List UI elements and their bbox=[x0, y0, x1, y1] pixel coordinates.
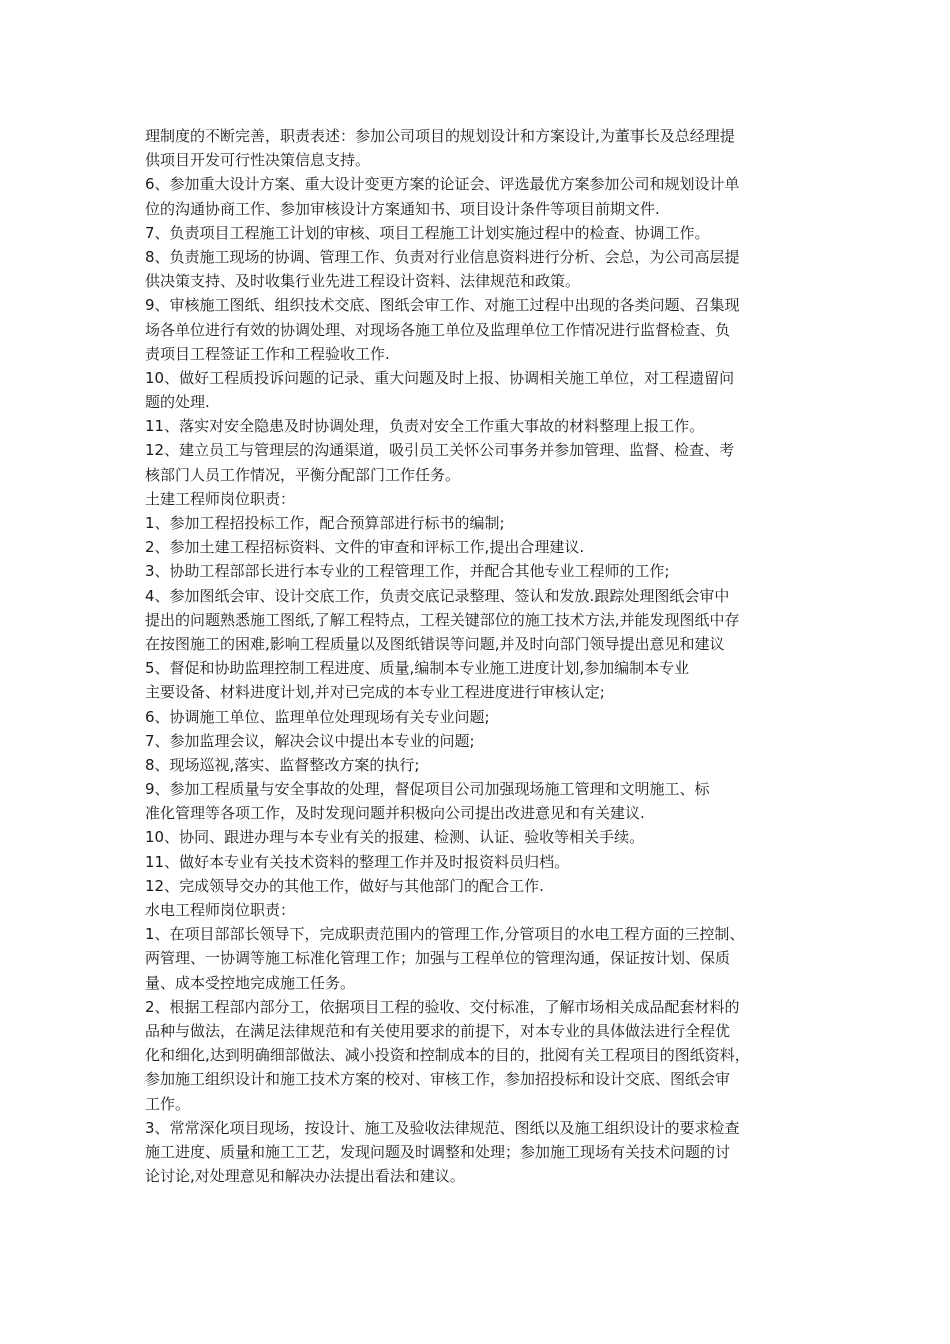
text-line: 供决策支持、及时收集行业先进工程设计资料、法律规范和政策。 bbox=[145, 272, 581, 291]
text-line: 场各单位进行有效的协调处理、对现场各施工单位及监理单位工作情况进行监督检查、负 bbox=[145, 320, 731, 339]
text-line: 12、建立员工与管理层的沟通渠道，吸引员工关怀公司事务并参加管理、监督、检查、考 bbox=[145, 441, 735, 460]
text-line: 10、协同、跟进办理与本专业有关的报建、检测、认证、验收等相关手续。 bbox=[145, 828, 645, 847]
text-line: 3、常常深化项目现场，按设计、施工及验收法律规范、图纸以及施工组织设计的要求检查 bbox=[145, 1118, 740, 1137]
document-body bbox=[145, 124, 825, 1188]
text-line: 1、在项目部部长领导下，完成职责范围内的管理工作,分管项目的水电工程方面的三控制、 bbox=[145, 925, 745, 944]
text-line: 题的处理. bbox=[145, 393, 210, 412]
text-line: 理制度的不断完善，职责表述：参加公司项目的规划设计和方案设计,为董事长及总经理提 bbox=[145, 127, 735, 145]
text-line: 责项目工程签证工作和工程验收工作. bbox=[145, 344, 390, 363]
text-line: 2、参加土建工程招标资料、文件的审查和评标工作,提出合理建议. bbox=[145, 538, 585, 557]
text-line: 8、现场巡视,落实、监督整改方案的执行; bbox=[145, 755, 420, 774]
text-line: 8、负责施工现场的协调、管理工作、负责对行业信息资料进行分析、会总，为公司高层提 bbox=[145, 247, 740, 266]
text-line: 参加施工组织设计和施工技术方案的校对、审核工作，参加招投标和设计交底、图纸会审 bbox=[145, 1070, 731, 1089]
text-line: 水电工程师岗位职责： bbox=[145, 901, 296, 919]
text-line: 4、参加图纸会审、设计交底工作，负责交底记录整理、签认和发放.跟踪处理图纸会审中 bbox=[145, 586, 730, 605]
text-line: 7、负责项目工程施工计划的审核、项目工程施工计划实施过程中的检查、协调工作。 bbox=[145, 223, 710, 242]
text-line: 6、协调施工单位、监理单位处理现场有关专业问题; bbox=[145, 707, 490, 726]
text-line: 7、参加监理会议，解决会议中提出本专业的问题; bbox=[145, 731, 475, 750]
text-line: 1、参加工程招投标工作，配合预算部进行标书的编制; bbox=[145, 514, 505, 532]
text-line: 位的沟通协商工作、参加审核设计方案通知书、项目设计条件等项目前期文件. bbox=[145, 199, 660, 218]
text-line: 化和细化,达到明确细部做法、减小投资和控制成本的目的，批阅有关工程项目的图纸资料， bbox=[145, 1046, 750, 1065]
text-line: 2、根据工程部内部分工，依据项目工程的验收、交付标准，了解市场相关成品配套材料的 bbox=[145, 997, 740, 1016]
text-line: 9、审核施工图纸、组织技术交底、图纸会审工作、对施工过程中出现的各类问题、召集现 bbox=[145, 296, 740, 315]
text-line: 工作。 bbox=[145, 1094, 191, 1113]
text-line: 10、做好工程质投诉问题的记录、重大问题及时上报、协调相关施工单位，对工程遗留问 bbox=[145, 368, 735, 387]
text-line: 核部门人员工作情况，平衡分配部门工作任务。 bbox=[145, 465, 461, 484]
text-line: 量、成本受控地完成施工任务。 bbox=[145, 973, 356, 992]
text-line: 11、落实对安全隐患及时协调处理，负责对安全工作重大事故的材料整理上报工作。 bbox=[145, 417, 705, 436]
text-line: 品种与做法，在满足法律规范和有关使用要求的前提下，对本专业的具体做法进行全程优 bbox=[145, 1021, 731, 1040]
text-line: 12、完成领导交办的其他工作，做好与其他部门的配合工作. bbox=[145, 876, 544, 895]
text-line: 11、做好本专业有关技术资料的整理工作并及时报资料员归档。 bbox=[145, 852, 570, 871]
text-line: 论讨论,对处理意见和解决办法提出看法和建议。 bbox=[145, 1167, 465, 1186]
text-line: 土建工程师岗位职责： bbox=[145, 489, 296, 508]
text-line: 两管理、一协调等施工标准化管理工作；加强与工程单位的管理沟通，保证按计划、保质 bbox=[145, 949, 731, 968]
text-line: 5、督促和协助监理控制工程进度、质量,编制本专业施工进度计划,参加编制本专业 bbox=[145, 659, 690, 678]
text-line: 3、协助工程部部长进行本专业的工程管理工作，并配合其他专业工程师的工作; bbox=[145, 562, 670, 581]
text-line: 主要设备、材料进度计划,并对已完成的本专业工程进度进行审核认定; bbox=[145, 683, 605, 702]
text-line: 在按图施工的困难,影响工程质量以及图纸错误等问题,并及时向部门领导提出意见和建议 bbox=[145, 634, 725, 653]
text-line: 施工进度、质量和施工工艺，发现问题及时调整和处理；参加施工现场有关技术问题的讨 bbox=[145, 1142, 731, 1161]
text-line: 提出的问题熟悉施工图纸,了解工程特点，工程关键部位的施工技术方法,并能发现图纸中存 bbox=[145, 610, 740, 629]
text-line: 准化管理等各项工作，及时发现问题并积极向公司提出改进意见和有关建议. bbox=[145, 804, 645, 823]
text-line: 6、参加重大设计方案、重大设计变更方案的论证会、评选最优方案参加公司和规划设计单 bbox=[145, 175, 740, 194]
text-line: 供项目开发可行性决策信息支持。 bbox=[145, 151, 371, 170]
text-line: 9、参加工程质量与安全事故的处理，督促项目公司加强现场施工管理和文明施工、标 bbox=[145, 780, 710, 799]
